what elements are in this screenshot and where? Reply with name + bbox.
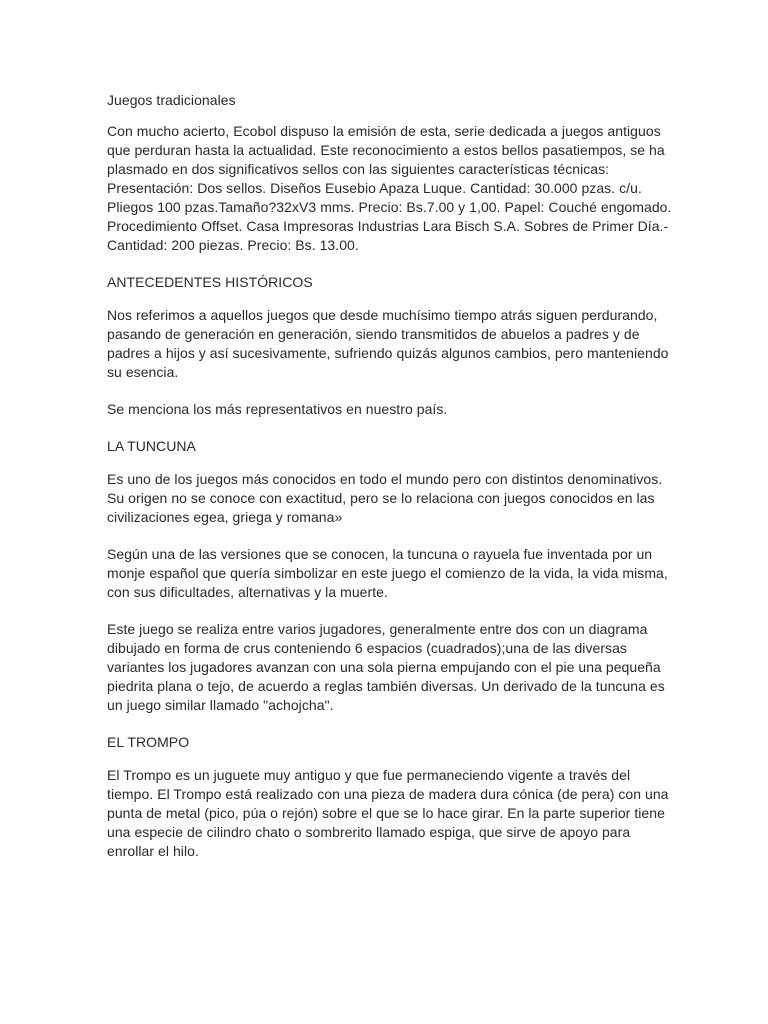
paragraph-tuncuna-juego: Este juego se realiza entre varios jugadores, generalmente entre dos con un diagrama dibujado en forma de crus conteniendo 6 espacios (cuadrados);una de las diversas variantes los jugadores avanzan con una sola pierna empujando con el pie una pequeña piedrita plana o tejo, de acuerdo a reglas también diversas. Un derivado de la tuncuna es un juego similar llamado "achojcha". — [107, 621, 665, 713]
paragraph-tuncuna-version: Según una de las versiones que se conocen, la tuncuna o rayuela fue inventada por un monje español que quería simbolizar en este juego el comienzo de la vida, la vida misma, con sus dificultades, alternativas y la muerte. — [107, 546, 668, 600]
paragraph-trompo: El Trompo es un juguete muy antiguo y que fue permaneciendo vigente a través del tiempo. El Trompo está realizado con una pieza de madera dura cónica (de pera) con una punta de metal (pico, púa o rejón) sobre el que se lo hace girar. En la parte superior tiene una especie de cilindro chato o sombrerito llamado espiga, que sirve de apoyo para enrollar el hilo. — [107, 767, 669, 859]
heading-antecedentes: ANTECEDENTES HISTÓRICOS — [107, 274, 313, 290]
heading-trompo: EL TROMPO — [107, 734, 190, 750]
paragraph-tuncuna-origen: Es uno de los juegos más conocidos en todo el mundo pero con distintos denominativos. Su origen no se conoce con exactitud, pero se lo relaciona con juegos conocidos en las civilizaciones egea, griega y romana» — [107, 471, 663, 525]
paragraph-antecedentes: Nos referimos a aquellos juegos que desde muchísimo tiempo atrás siguen perdurando, pasando de generación en generación, siendo transmitidos de abuelos a padres y de padres a hijos y así sucesivamente, sufriendo quizás algunos cambios, pero manteniendo su esencia. — [107, 307, 669, 380]
paragraph-intro: Con mucho acierto, Ecobol dispuso la emisión de esta, serie dedicada a juegos antiguos que perduran hasta la actualidad. Este reconocimiento a estos bellos pasatiempos, se ha plasmado en dos significativos sellos con las siguientes características técnicas: Presentación: Dos sellos. Diseños Eusebio Apaza Luque. Cantidad: 30.000 pzas. c/u. Pliegos 100 pzas.Tamaño?32xV3 mms. Precio: Bs.7.00 y 1,00. Papel: Couché engomado. Procedimiento Offset. Casa Impresoras Industrias Lara Bisch S.A. Sobres de Primer Día.- Cantidad: 200 piezas. Precio: Bs. 13.00. — [107, 123, 672, 253]
paragraph-representativos: Se menciona los más representativos en nuestro país. — [107, 401, 448, 417]
document-title: Juegos tradicionales — [107, 92, 236, 108]
heading-tuncuna: LA TUNCUNA — [107, 438, 196, 454]
